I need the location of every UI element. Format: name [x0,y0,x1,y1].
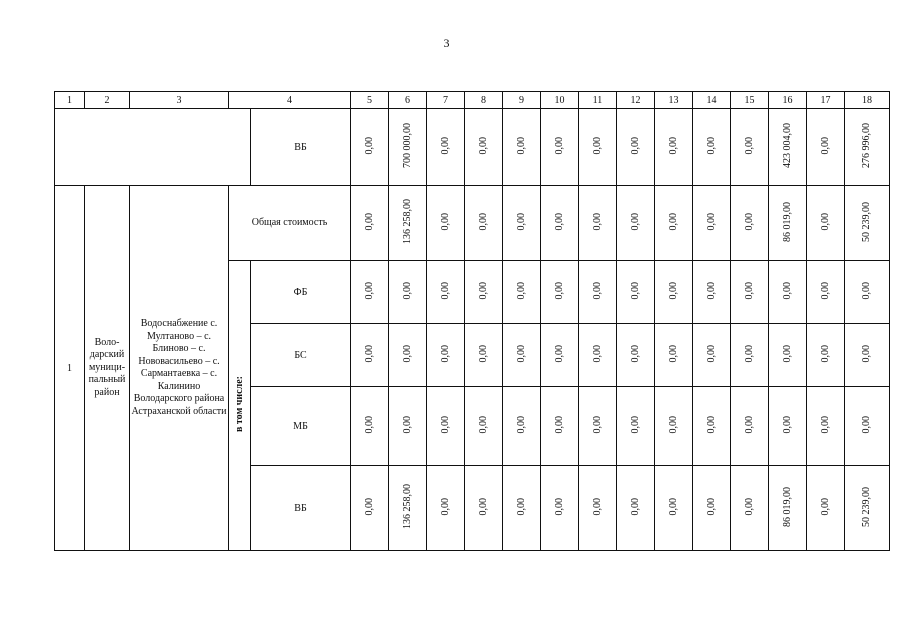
value-text: 0,00 [743,415,755,434]
value-text: 0,00 [781,415,793,434]
value-text: 0,00 [439,415,451,434]
header-cell: 14 [693,92,731,109]
value-text: 0,00 [477,497,489,516]
value-cell [465,324,503,387]
value-text: 0,00 [705,281,717,300]
value-cell [503,387,541,466]
value-cell [427,186,465,261]
empty-cell [55,109,251,186]
value-text: 0,00 [515,281,527,300]
value-text: 136 258,00 [401,484,413,529]
value-text: 0,00 [705,415,717,434]
value-cell [503,186,541,261]
value-cell [503,261,541,324]
value-cell [655,109,693,186]
value-text: 0,00 [819,415,831,434]
header-cell: 1 [55,92,85,109]
header-cell: 7 [427,92,465,109]
value-text: 0,00 [629,344,641,363]
header-cell: 16 [769,92,807,109]
value-cell [731,261,769,324]
value-text: 0,00 [363,497,375,516]
header-cell: 13 [655,92,693,109]
value-text: 0,00 [363,212,375,231]
value-text: 0,00 [363,136,375,155]
value-text: 0,00 [363,415,375,434]
including-label: в том числе: [234,375,245,433]
value-cell [579,109,617,186]
value-cell [617,186,655,261]
value-text: 0,00 [515,415,527,434]
value-cell [389,186,427,261]
value-cell [541,387,579,466]
value-text: 0,00 [591,344,603,363]
value-text: 0,00 [477,415,489,434]
value-text: 0,00 [743,136,755,155]
value-cell [351,109,389,186]
header-cell: 2 [85,92,130,109]
value-cell [655,387,693,466]
value-cell [389,387,427,466]
value-text: 0,00 [553,344,565,363]
value-cell [389,261,427,324]
value-cell [845,186,890,261]
funding-source-label: ВБ [251,109,351,186]
value-cell [465,186,503,261]
value-cell [769,324,807,387]
value-cell [351,387,389,466]
value-text: 0,00 [667,344,679,363]
header-cell: 17 [807,92,845,109]
header-cell: 8 [465,92,503,109]
value-text: 0,00 [705,136,717,155]
header-cell: 3 [130,92,229,109]
value-cell [579,387,617,466]
value-text: 0,00 [705,497,717,516]
value-cell [769,466,807,551]
value-text: 0,00 [553,136,565,155]
value-text: 0,00 [553,281,565,300]
value-cell [427,109,465,186]
total-cost-label: Общая стоимость [229,186,351,261]
value-text: 0,00 [861,415,872,434]
value-cell [807,387,845,466]
value-text: 86 019,00 [781,486,793,527]
value-cell [579,261,617,324]
value-cell [617,109,655,186]
value-cell [655,466,693,551]
value-text: 0,00 [591,212,603,231]
funding-source-label: ФБ [251,261,351,324]
value-text: 0,00 [705,212,717,231]
value-cell [655,324,693,387]
value-text: 0,00 [401,344,413,363]
value-cell [655,186,693,261]
value-cell [731,466,769,551]
value-cell [731,109,769,186]
value-text: 0,00 [591,136,603,155]
header-cell: 9 [503,92,541,109]
funding-source-label: ВБ [251,466,351,551]
value-text: 0,00 [477,344,489,363]
value-text: 0,00 [363,281,375,300]
value-cell [845,466,890,551]
value-cell [465,109,503,186]
value-text: 0,00 [705,344,717,363]
table-row-total-cost [55,186,890,261]
value-text: 0,00 [439,212,451,231]
value-cell [731,324,769,387]
value-cell [427,324,465,387]
value-text: 0,00 [477,136,489,155]
value-cell [807,466,845,551]
value-cell [769,186,807,261]
value-cell [351,261,389,324]
value-text: 0,00 [629,497,641,516]
value-cell [579,186,617,261]
value-cell [693,109,731,186]
value-cell [541,261,579,324]
value-text: 0,00 [743,212,755,231]
value-text: 0,00 [363,344,375,363]
value-text: 0,00 [781,344,793,363]
value-text: 276 996,00 [861,123,872,168]
value-text: 0,00 [439,497,451,516]
object-cell: Водоснабжение с. Мултаново – с. Блиново – с. Нововасильево – с. Сармантаевка – с. Калинино Володарского района Астраханской области [130,186,229,551]
funding-source-label: БС [251,324,351,387]
value-text: 0,00 [591,497,603,516]
value-cell [503,466,541,551]
value-cell [807,109,845,186]
value-cell [579,466,617,551]
value-text: 0,00 [401,415,413,434]
value-text: 0,00 [861,281,872,300]
header-cell: 15 [731,92,769,109]
value-cell [655,261,693,324]
value-text: 0,00 [667,281,679,300]
value-text: 0,00 [439,136,451,155]
column-number-row [55,92,890,109]
value-cell [693,261,731,324]
value-text: 0,00 [629,212,641,231]
value-cell [351,186,389,261]
value-cell [693,387,731,466]
including-cell [229,261,251,551]
value-cell [617,324,655,387]
value-cell [465,387,503,466]
value-cell [579,324,617,387]
funding-source-label: МБ [251,387,351,466]
value-text: 50 239,00 [861,486,872,527]
value-text: 0,00 [477,281,489,300]
header-cell: 5 [351,92,389,109]
value-cell [845,324,890,387]
value-cell [617,466,655,551]
value-cell [389,324,427,387]
value-text: 0,00 [819,212,831,231]
value-text: 50 239,00 [861,201,872,242]
value-text: 0,00 [515,212,527,231]
value-cell [845,109,890,186]
value-cell [769,387,807,466]
value-text: 0,00 [515,344,527,363]
value-text: 0,00 [667,212,679,231]
value-cell [845,387,890,466]
value-cell [427,466,465,551]
row-number-cell: 1 [55,186,85,551]
value-text: 0,00 [629,136,641,155]
value-cell [731,186,769,261]
value-cell [693,324,731,387]
value-text: 423 004,00 [781,123,793,168]
value-text: 0,00 [819,281,831,300]
value-text: 0,00 [553,415,565,434]
value-text: 700 000,00 [401,123,413,168]
value-text: 0,00 [401,281,413,300]
value-text: 0,00 [667,136,679,155]
value-cell [503,109,541,186]
value-text: 0,00 [515,136,527,155]
value-cell [427,261,465,324]
value-cell [541,466,579,551]
district-cell: Воло-дарский муници-пальный район [85,186,130,551]
value-text: 86 019,00 [781,201,793,242]
value-cell [617,387,655,466]
value-text: 0,00 [629,415,641,434]
value-text: 0,00 [477,212,489,231]
value-cell [351,466,389,551]
value-cell [769,109,807,186]
value-text: 0,00 [667,497,679,516]
value-cell [465,261,503,324]
value-text: 0,00 [439,281,451,300]
value-text: 0,00 [553,497,565,516]
value-cell [845,261,890,324]
value-text: 0,00 [591,415,603,434]
value-text: 0,00 [591,281,603,300]
header-cell: 10 [541,92,579,109]
value-cell [807,324,845,387]
value-cell [731,387,769,466]
header-cell: 4 [229,92,351,109]
page-number: 3 [443,36,450,50]
value-text: 0,00 [819,344,831,363]
value-text: 0,00 [439,344,451,363]
value-cell [693,466,731,551]
value-cell [617,261,655,324]
value-cell [541,109,579,186]
header-cell: 12 [617,92,655,109]
value-text: 0,00 [629,281,641,300]
value-text: 0,00 [553,212,565,231]
value-text: 0,00 [515,497,527,516]
value-text: 0,00 [743,497,755,516]
value-cell [693,186,731,261]
value-text: 0,00 [819,136,831,155]
value-cell [807,186,845,261]
value-cell [541,186,579,261]
value-cell [769,261,807,324]
value-cell [351,324,389,387]
value-cell [807,261,845,324]
value-cell [389,109,427,186]
table-row-vb-carryover [55,109,890,186]
value-cell [541,324,579,387]
value-text: 136 258,00 [401,199,413,244]
header-cell: 6 [389,92,427,109]
value-cell [389,466,427,551]
value-text: 0,00 [861,344,872,363]
value-cell [465,466,503,551]
value-text: 0,00 [819,497,831,516]
value-cell [427,387,465,466]
value-text: 0,00 [743,281,755,300]
value-text: 0,00 [667,415,679,434]
value-cell [503,324,541,387]
funding-table [54,91,890,551]
value-text: 0,00 [781,281,793,300]
value-text: 0,00 [743,344,755,363]
header-cell: 11 [579,92,617,109]
header-cell: 18 [845,92,890,109]
